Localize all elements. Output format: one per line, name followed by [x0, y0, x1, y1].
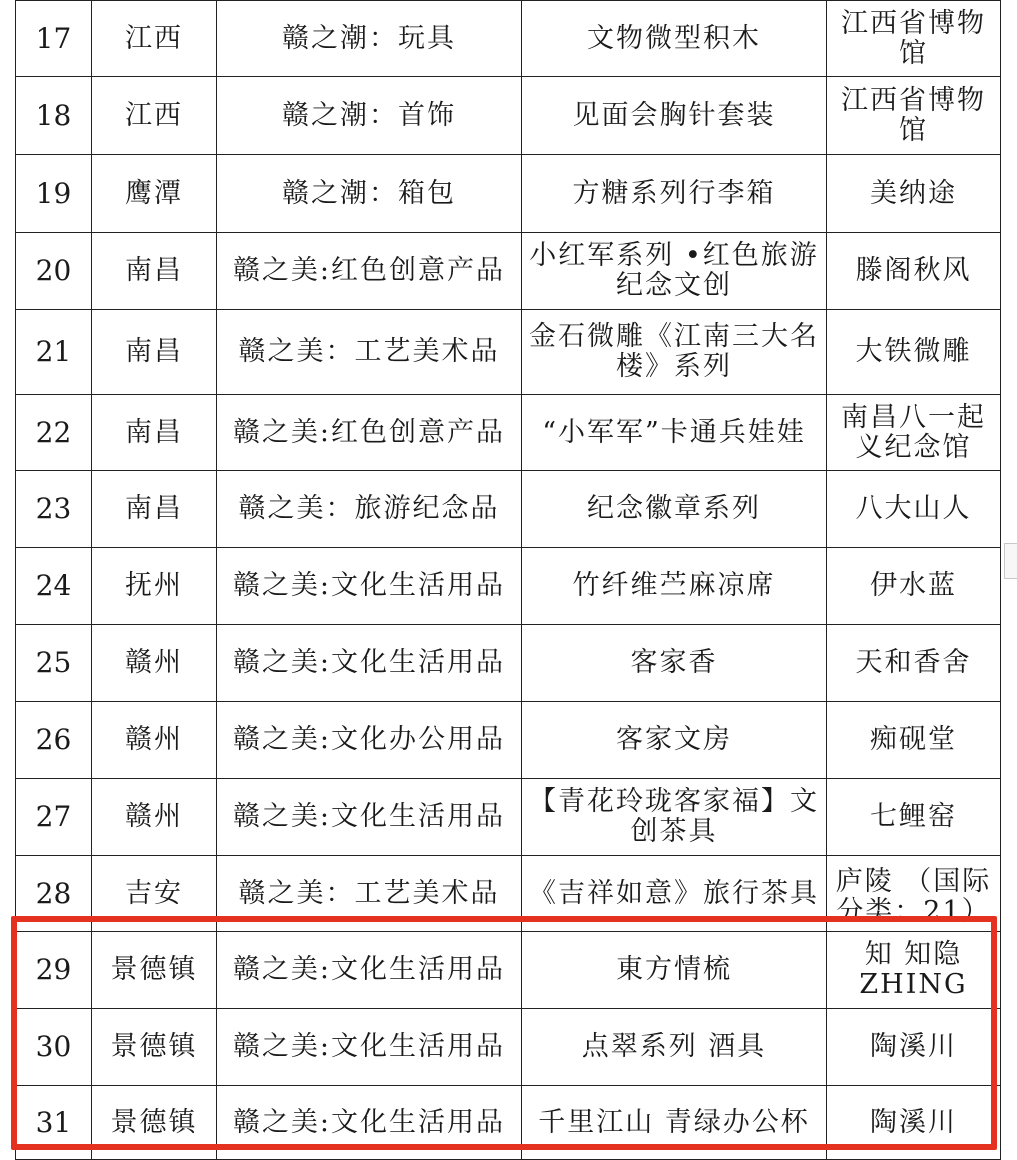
row-number: 19	[16, 155, 92, 233]
company-text: 庐陵 （国际分类：21）	[835, 865, 992, 923]
region-cell: 景德镇	[92, 1009, 217, 1086]
company-cell: 七鲤窑	[827, 779, 1001, 856]
region-cell: 景德镇	[92, 932, 217, 1009]
product-cell: 千里江山 青绿办公杯	[522, 1086, 827, 1160]
row-number: 31	[16, 1086, 92, 1160]
region-cell: 南昌	[92, 310, 217, 395]
region-cell: 景德镇	[92, 1086, 217, 1160]
region-cell: 江西	[92, 1, 217, 77]
product-cell: 文物微型积木	[522, 1, 827, 77]
category-cell: 赣之美:文化生活用品	[217, 548, 522, 625]
row-number: 29	[16, 932, 92, 1009]
table-row	[16, 932, 1001, 1009]
table-row	[16, 548, 1001, 625]
product-cell: 《吉祥如意》旅行茶具	[522, 856, 827, 932]
table-row	[16, 625, 1001, 702]
row-number: 25	[16, 625, 92, 702]
category-cell: 赣之潮：箱包	[217, 155, 522, 233]
company-cell: 天和香舍	[827, 625, 1001, 702]
table-row	[16, 310, 1001, 395]
row-number: 22	[16, 395, 92, 471]
row-number: 23	[16, 471, 92, 548]
row-number: 28	[16, 856, 92, 932]
category-cell: 赣之潮：首饰	[217, 77, 522, 155]
company-cell: 八大山人	[827, 471, 1001, 548]
company-cell: 知 知隐 ZHING	[827, 932, 1001, 1009]
region-cell: 南昌	[92, 471, 217, 548]
product-cell: 金石微雕《江南三大名楼》系列	[522, 310, 827, 395]
company-cell: 大铁微雕	[827, 310, 1001, 395]
region-cell: 抚州	[92, 548, 217, 625]
row-number: 27	[16, 779, 92, 856]
row-number: 30	[16, 1009, 92, 1086]
category-cell: 赣之美:文化办公用品	[217, 702, 522, 779]
company-cell: 陶溪川	[827, 1009, 1001, 1086]
region-cell: 南昌	[92, 233, 217, 310]
company-cell: 南昌八一起义纪念馆	[827, 395, 1001, 471]
region-cell: 赣州	[92, 625, 217, 702]
row-number: 21	[16, 310, 92, 395]
table-row	[16, 233, 1001, 310]
category-cell: 赣之美:文化生活用品	[217, 779, 522, 856]
table-row	[16, 856, 1001, 932]
table-row	[16, 702, 1001, 779]
table-row	[16, 779, 1001, 856]
category-cell: 赣之美:红色创意产品	[217, 233, 522, 310]
company-cell: 江西省博物馆	[827, 77, 1001, 155]
region-cell: 赣州	[92, 779, 217, 856]
region-cell: 江西	[92, 77, 217, 155]
product-cell: 客家文房	[522, 702, 827, 779]
region-cell: 赣州	[92, 702, 217, 779]
table-row	[16, 77, 1001, 155]
product-cell: 点翠系列 酒具	[522, 1009, 827, 1086]
row-number: 18	[16, 77, 92, 155]
category-cell: 赣之美:文化生活用品	[217, 625, 522, 702]
category-cell: 赣之潮：玩具	[217, 1, 522, 77]
company-cell: 伊水蓝	[827, 548, 1001, 625]
product-cell: 【青花玲珑客家福】文创茶具	[522, 779, 827, 856]
company-cell: 陶溪川	[827, 1086, 1001, 1160]
category-cell: 赣之美:文化生活用品	[217, 932, 522, 1009]
category-cell: 赣之美：工艺美术品	[217, 856, 522, 932]
products-table	[15, 0, 1001, 1160]
category-cell: 赣之美:红色创意产品	[217, 395, 522, 471]
product-cell: 客家香	[522, 625, 827, 702]
product-cell: 纪念徽章系列	[522, 471, 827, 548]
table-row	[16, 471, 1001, 548]
region-cell: 吉安	[92, 856, 217, 932]
company-cell: 美纳途	[827, 155, 1001, 233]
page-edge-handle	[1004, 543, 1017, 579]
table-row	[16, 395, 1001, 471]
row-number: 26	[16, 702, 92, 779]
row-number: 17	[16, 1, 92, 77]
product-cell: 小红军系列 •红色旅游纪念文创	[522, 233, 827, 310]
table-row	[16, 1086, 1001, 1160]
product-cell: 東方情梳	[522, 932, 827, 1009]
table-row	[16, 1, 1001, 77]
category-cell: 赣之美:文化生活用品	[217, 1009, 522, 1086]
region-cell: 鹰潭	[92, 155, 217, 233]
product-cell: 竹纤维苎麻凉席	[522, 548, 827, 625]
company-cell: 痴砚堂	[827, 702, 1001, 779]
region-cell: 南昌	[92, 395, 217, 471]
company-cell: 江西省博物馆	[827, 1, 1001, 77]
category-cell: 赣之美:文化生活用品	[217, 1086, 522, 1160]
table-row	[16, 1009, 1001, 1086]
company-cell	[827, 856, 1001, 932]
row-number: 24	[16, 548, 92, 625]
company-cell: 滕阁秋风	[827, 233, 1001, 310]
table-row	[16, 155, 1001, 233]
category-cell: 赣之美：工艺美术品	[217, 310, 522, 395]
row-number: 20	[16, 233, 92, 310]
product-cell: “小军军”卡通兵娃娃	[522, 395, 827, 471]
product-cell: 见面会胸针套装	[522, 77, 827, 155]
category-cell: 赣之美：旅游纪念品	[217, 471, 522, 548]
product-cell: 方糖系列行李箱	[522, 155, 827, 233]
